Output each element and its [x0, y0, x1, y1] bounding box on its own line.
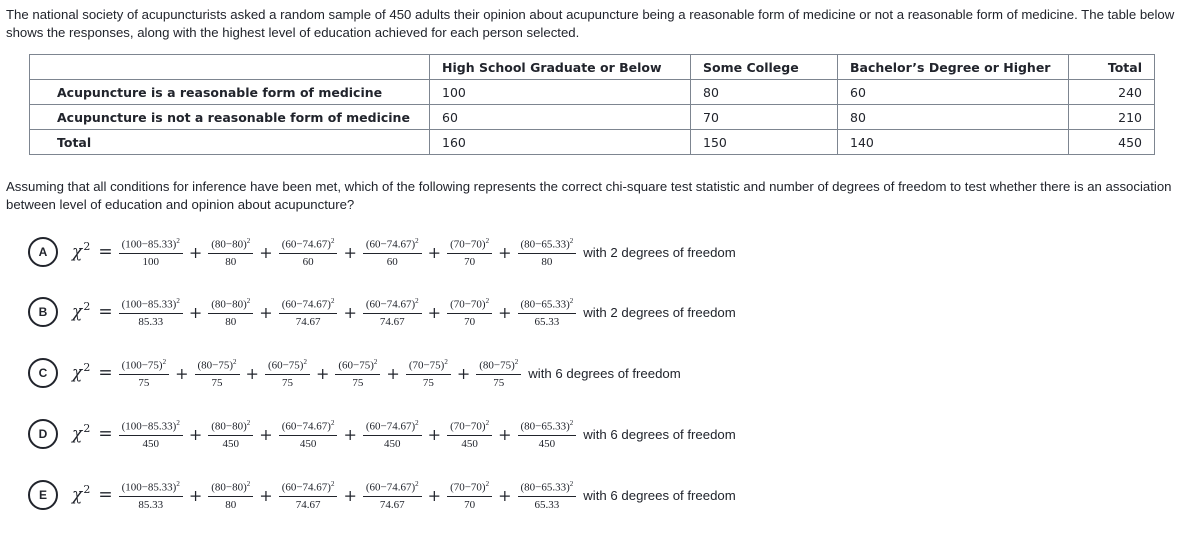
- term-numerator-text: (80−80): [211, 238, 247, 251]
- term-numerator-text: (100−85.33): [121, 298, 177, 311]
- term-denominator: 60: [386, 255, 398, 268]
- table-header-cell: [30, 55, 430, 80]
- table-cell: 150: [691, 130, 838, 155]
- chi-square-term: [265, 356, 310, 390]
- term-denominator: 75: [352, 376, 364, 389]
- chi-square-term: [447, 417, 492, 451]
- chi-exponent: 2: [83, 239, 91, 253]
- term-square-exponent: 2: [569, 419, 574, 428]
- chi-square-term: [208, 417, 253, 451]
- table-row: [30, 80, 1155, 105]
- term-denominator: 450: [142, 437, 159, 450]
- chi-square-term: [119, 417, 183, 451]
- plus-sign: +: [245, 363, 259, 383]
- table-cell: 80: [691, 80, 838, 105]
- degrees-of-freedom-text: with 6 degrees of freedom: [583, 487, 736, 503]
- plus-sign: +: [456, 363, 471, 383]
- term-numerator-text: (100−75): [121, 359, 163, 372]
- table-cell: 60: [838, 80, 1069, 105]
- table-cell: 240: [1069, 80, 1155, 105]
- term-numerator: [518, 417, 577, 436]
- term-denominator: 74.67: [379, 315, 405, 328]
- term-numerator-text: (80−65.33): [520, 481, 570, 494]
- term-denominator: 80: [225, 315, 237, 328]
- term-numerator: [476, 356, 521, 375]
- chi-square-term: [119, 478, 183, 512]
- chi-exponent: 2: [83, 299, 91, 313]
- term-denominator: 450: [461, 437, 478, 450]
- chi-square-term: [447, 295, 492, 329]
- term-denominator: 75: [493, 376, 505, 389]
- term-denominator: 450: [299, 437, 317, 450]
- chi-square-term: [279, 235, 338, 269]
- term-numerator: [265, 356, 310, 375]
- question-text: Assuming that all conditions for inference have been met, which of the following represents the correct chi-square test statistic and number of degrees of freedom to test whether there is an association between level of education and opinion about acupuncture?: [6, 179, 1172, 212]
- table-cell: 450: [1069, 130, 1155, 155]
- chi-square-term: [279, 295, 338, 329]
- term-denominator: 75: [422, 376, 434, 389]
- term-square-exponent: 2: [330, 419, 335, 428]
- answer-choice-a[interactable]: [28, 232, 736, 272]
- plus-sign: +: [498, 302, 512, 322]
- table-header-cell: High School Graduate or Below: [430, 55, 691, 80]
- choice-letter-bubble[interactable]: E: [28, 480, 58, 510]
- term-denominator: 450: [222, 437, 240, 450]
- row-label: Acupuncture is not a reasonable form of medicine: [30, 105, 430, 130]
- term-square-exponent: 2: [330, 480, 335, 489]
- chi-square-term: [195, 356, 240, 390]
- plus-sign: +: [188, 302, 203, 322]
- term-numerator: [447, 235, 492, 254]
- term-denominator: 80: [225, 255, 237, 268]
- chi-letter: χ: [72, 363, 83, 383]
- term-square-exponent: 2: [246, 237, 251, 246]
- choice-letter-bubble[interactable]: B: [28, 297, 58, 327]
- term-square-exponent: 2: [415, 297, 419, 306]
- term-numerator: [518, 478, 577, 497]
- term-square-exponent: 2: [330, 237, 335, 246]
- term-denominator: 74.67: [295, 498, 321, 511]
- term-square-exponent: 2: [373, 358, 378, 367]
- plus-sign: +: [343, 485, 357, 505]
- term-square-exponent: 2: [485, 297, 490, 306]
- chi-letter: χ: [72, 302, 83, 322]
- equals-sign: =: [98, 302, 113, 322]
- table-row: [30, 130, 1155, 155]
- chi-square-symbol: [72, 482, 91, 505]
- plus-sign: +: [498, 485, 512, 505]
- term-denominator: 80: [541, 255, 553, 268]
- chi-square-term: [208, 478, 253, 512]
- term-denominator: 70: [464, 315, 476, 328]
- term-numerator-text: (60−74.67): [281, 238, 331, 251]
- term-numerator: [363, 417, 422, 436]
- chi-square-term: [363, 295, 422, 329]
- choice-letter-bubble[interactable]: C: [28, 358, 58, 388]
- term-square-exponent: 2: [246, 297, 251, 306]
- term-square-exponent: 2: [415, 480, 419, 489]
- term-numerator: [518, 295, 577, 314]
- term-numerator-text: (60−74.67): [365, 238, 416, 251]
- plus-sign: +: [427, 242, 442, 262]
- term-denominator: 450: [384, 437, 401, 450]
- term-square-exponent: 2: [485, 480, 490, 489]
- table-cell: 70: [691, 105, 838, 130]
- term-square-exponent: 2: [233, 358, 237, 367]
- table-cell: 80: [838, 105, 1069, 130]
- term-numerator: [119, 295, 183, 314]
- term-denominator: 85.33: [138, 315, 164, 328]
- chi-letter: χ: [72, 424, 83, 444]
- term-square-exponent: 2: [569, 297, 574, 306]
- plus-sign: +: [343, 242, 357, 262]
- chi-square-term: [476, 356, 521, 390]
- term-denominator: 85.33: [138, 498, 164, 511]
- plus-sign: +: [427, 485, 442, 505]
- term-numerator: [195, 356, 240, 375]
- plus-sign: +: [498, 424, 512, 444]
- term-denominator: 75: [138, 376, 150, 389]
- table-cell: 60: [430, 105, 691, 130]
- term-numerator: [518, 235, 577, 254]
- plus-sign: +: [427, 424, 442, 444]
- term-numerator: [208, 235, 253, 254]
- term-square-exponent: 2: [246, 480, 251, 489]
- answer-choice-d[interactable]: [28, 414, 736, 454]
- plus-sign: +: [259, 485, 273, 505]
- term-numerator: [406, 356, 451, 375]
- term-numerator-text: (70−75): [408, 359, 445, 372]
- plus-sign: +: [498, 242, 512, 262]
- table-header-cell: Total: [1069, 55, 1155, 80]
- term-numerator-text: (100−85.33): [121, 238, 177, 251]
- term-denominator: 80: [225, 498, 237, 511]
- table-cell: 100: [430, 80, 691, 105]
- term-square-exponent: 2: [176, 297, 180, 306]
- term-numerator: [279, 235, 338, 254]
- term-square-exponent: 2: [176, 480, 180, 489]
- term-square-exponent: 2: [176, 419, 180, 428]
- chi-square-term: [279, 417, 338, 451]
- degrees-of-freedom-text: with 6 degrees of freedom: [528, 365, 681, 381]
- term-numerator-text: (60−74.67): [365, 481, 416, 494]
- term-numerator: [119, 417, 183, 436]
- choice-letter-bubble[interactable]: D: [28, 419, 58, 449]
- term-square-exponent: 2: [485, 237, 490, 246]
- plus-sign: +: [259, 302, 273, 322]
- term-numerator: [119, 478, 183, 497]
- table-cell: 140: [838, 130, 1069, 155]
- chi-letter: χ: [72, 242, 83, 262]
- term-square-exponent: 2: [162, 358, 167, 367]
- chi-exponent: 2: [83, 421, 91, 435]
- degrees-of-freedom-text: with 2 degrees of freedom: [583, 304, 736, 320]
- equals-sign: =: [98, 363, 113, 383]
- term-square-exponent: 2: [514, 358, 519, 367]
- term-square-exponent: 2: [569, 237, 574, 246]
- term-square-exponent: 2: [330, 297, 335, 306]
- term-numerator: [208, 417, 253, 436]
- responses-table: [29, 54, 1155, 155]
- chi-square-term: [518, 235, 577, 269]
- term-square-exponent: 2: [176, 237, 180, 246]
- term-numerator-text: (100−85.33): [121, 420, 177, 433]
- plus-sign: +: [386, 363, 400, 383]
- chi-exponent: 2: [83, 482, 91, 496]
- term-denominator: 74.67: [295, 315, 321, 328]
- term-denominator: 70: [464, 498, 476, 511]
- term-numerator-text: (60−74.67): [281, 481, 331, 494]
- term-numerator: [363, 235, 422, 254]
- plus-sign: +: [188, 242, 203, 262]
- term-numerator-text: (60−75): [338, 359, 374, 372]
- chi-square-term: [518, 295, 577, 329]
- term-numerator: [363, 478, 422, 497]
- term-denominator: 75: [281, 376, 293, 389]
- chi-square-term: [208, 235, 253, 269]
- term-numerator-text: (80−80): [211, 420, 247, 433]
- term-denominator: 65.33: [534, 498, 560, 511]
- term-numerator-text: (70−70): [450, 420, 486, 433]
- row-label: Total: [30, 130, 430, 155]
- term-square-exponent: 2: [569, 480, 574, 489]
- plus-sign: +: [343, 424, 357, 444]
- table-cell: 160: [430, 130, 691, 155]
- equals-sign: =: [98, 485, 113, 505]
- plus-sign: +: [343, 302, 357, 322]
- plus-sign: +: [259, 424, 273, 444]
- term-numerator-text: (80−80): [211, 481, 247, 494]
- term-numerator-text: (80−65.33): [520, 238, 570, 251]
- term-numerator: [119, 356, 170, 375]
- term-numerator: [279, 295, 338, 314]
- chi-square-term: [447, 235, 492, 269]
- table-header-row: [30, 55, 1155, 80]
- term-numerator: [363, 295, 422, 314]
- answer-choice-b[interactable]: [28, 292, 736, 332]
- term-numerator-text: (80−65.33): [520, 420, 570, 433]
- term-numerator: [447, 478, 492, 497]
- equals-sign: =: [98, 242, 113, 262]
- chi-square-term: [119, 235, 183, 269]
- term-denominator: 75: [211, 376, 223, 389]
- problem-intro: The national society of acupuncturists asked a random sample of 450 adults their opinion about acupuncture being a reasonable form of medicine or not a reasonable form of medicine. The table below shows the responses, along with the highest level of education achieved for each person selected.: [6, 7, 1175, 40]
- table-cell: 210: [1069, 105, 1155, 130]
- answer-choice-e[interactable]: [28, 475, 736, 515]
- chi-square-term: [447, 478, 492, 512]
- term-numerator-text: (60−74.67): [365, 298, 416, 311]
- degrees-of-freedom-text: with 2 degrees of freedom: [583, 244, 736, 260]
- chi-exponent: 2: [83, 360, 91, 374]
- chi-square-term: [119, 356, 170, 390]
- term-square-exponent: 2: [303, 358, 307, 367]
- term-denominator: 70: [464, 255, 476, 268]
- term-numerator: [208, 478, 253, 497]
- chi-square-term: [363, 417, 422, 451]
- plus-sign: +: [188, 424, 203, 444]
- term-denominator: 450: [538, 437, 556, 450]
- term-denominator: 65.33: [534, 315, 560, 328]
- row-label: Acupuncture is a reasonable form of medicine: [30, 80, 430, 105]
- chi-square-term: [119, 295, 183, 329]
- plus-sign: +: [427, 302, 442, 322]
- chi-square-term: [363, 478, 422, 512]
- table-header-cell: Bachelor’s Degree or Higher: [838, 55, 1069, 80]
- plus-sign: +: [259, 242, 273, 262]
- chi-square-symbol: [72, 239, 91, 262]
- choice-letter-bubble[interactable]: A: [28, 237, 58, 267]
- degrees-of-freedom-text: with 6 degrees of freedom: [583, 426, 736, 442]
- term-numerator-text: (60−74.67): [365, 420, 416, 433]
- term-numerator-text: (60−75): [267, 359, 304, 372]
- term-numerator-text: (80−80): [211, 298, 247, 311]
- answer-choice-c[interactable]: [28, 353, 681, 393]
- chi-square-term: [335, 356, 380, 390]
- chi-square-symbol: [72, 299, 91, 322]
- term-numerator-text: (100−85.33): [121, 481, 177, 494]
- term-numerator: [279, 478, 338, 497]
- term-numerator-text: (70−70): [450, 298, 486, 311]
- term-numerator: [119, 235, 183, 254]
- chi-square-term: [406, 356, 451, 390]
- term-numerator: [279, 417, 338, 436]
- term-square-exponent: 2: [415, 237, 419, 246]
- term-numerator: [447, 417, 492, 436]
- term-numerator-text: (80−75): [197, 359, 234, 372]
- table-header-cell: Some College: [691, 55, 838, 80]
- chi-square-term: [518, 478, 577, 512]
- term-square-exponent: 2: [415, 419, 419, 428]
- term-denominator: 60: [302, 255, 314, 268]
- term-square-exponent: 2: [444, 358, 448, 367]
- term-denominator: 74.67: [379, 498, 405, 511]
- term-square-exponent: 2: [246, 419, 251, 428]
- term-numerator: [335, 356, 380, 375]
- term-denominator: 100: [142, 255, 159, 268]
- chi-square-symbol: [72, 360, 91, 383]
- term-numerator-text: (60−74.67): [281, 298, 331, 311]
- term-square-exponent: 2: [485, 419, 490, 428]
- term-numerator: [208, 295, 253, 314]
- plus-sign: +: [315, 363, 330, 383]
- term-numerator-text: (80−65.33): [520, 298, 570, 311]
- chi-square-term: [279, 478, 338, 512]
- plus-sign: +: [188, 485, 203, 505]
- term-numerator-text: (60−74.67): [281, 420, 331, 433]
- chi-square-symbol: [72, 421, 91, 444]
- chi-square-term: [363, 235, 422, 269]
- table-row: [30, 105, 1155, 130]
- chi-square-term: [208, 295, 253, 329]
- chi-letter: χ: [72, 485, 83, 505]
- term-numerator-text: (70−70): [450, 481, 486, 494]
- term-numerator: [447, 295, 492, 314]
- term-numerator-text: (70−70): [450, 238, 486, 251]
- chi-square-term: [518, 417, 577, 451]
- equals-sign: =: [98, 424, 113, 444]
- plus-sign: +: [175, 363, 189, 383]
- term-numerator-text: (80−75): [479, 359, 515, 372]
